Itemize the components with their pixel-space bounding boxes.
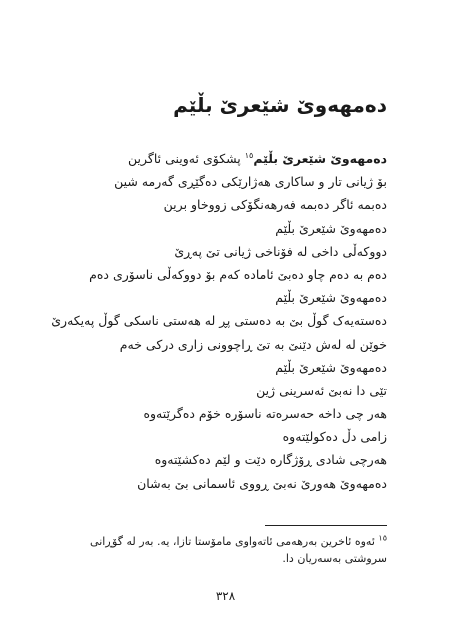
- poem-line: بۆ ژیانی تار و ساکاری هەژارێکی دەگێڕی گەرمە شین: [114, 174, 387, 190]
- poem-line: دەم بە دەم چاو دەبێ ئامادە کەم بۆ دووکەڵی ناسۆری دەم: [89, 266, 387, 282]
- poem-line: دەمهەوێ هەورێ نەبێ ڕووی ئاسمانی بێ بەشان: [137, 475, 387, 491]
- footnote-divider: [265, 525, 387, 526]
- footnote-marker: ١٥: [378, 533, 387, 543]
- poem-line: دەمهەوێ شێعرێ بڵێم: [275, 290, 387, 306]
- poem-line: هەر چی داخە حەسرەتە ناسۆرە خۆم دەگرێتەوە: [143, 406, 387, 422]
- poem-line: زامی دڵ دەکولێتەوە: [282, 429, 387, 445]
- poem-line: دەستەیەک گوڵ بێ بە دەستی پڕ لە هەستی ناسکی گوڵ پەیکەرێ: [51, 313, 387, 329]
- page-title: دەمهەوێ شێعرێ بڵێم: [173, 93, 387, 117]
- poem-line: تێی دا نەبێ ئەسرینی ژین: [256, 382, 387, 398]
- poem-line-text: پشکۆی ئەوینی ئاگرین: [127, 151, 241, 166]
- poem-line: هەرچی شادی ڕۆژگارە دێت و لێم دەکشێتەوە: [154, 452, 387, 468]
- poem-line: دەمهەوێ شێعرێ بڵێم: [275, 359, 387, 375]
- footnote-reference-marker: ١٥: [244, 150, 254, 160]
- poem-body: [47, 147, 387, 495]
- poem-line: دووکەڵی داخی لە فۆناخی ژیانی تێ پەڕێ: [174, 243, 387, 259]
- page-number: ٣٢٨: [215, 589, 236, 603]
- poem-line: دەمهەوێ شێعرێ بڵێم: [275, 220, 387, 236]
- poem-title-reference: دەمهەوێ شێعرێ بڵێم: [253, 151, 387, 166]
- poem-line: [47, 147, 387, 170]
- footnote: [51, 533, 387, 567]
- footnote-text: ئەوە ئاخرین بەرهەمی ئاتەواوی مامۆستا تازا، یە. بەر لە گۆڕانی سروشتی بەسەریان دا.: [90, 535, 387, 565]
- poem-line: خوێن لە لەش دێنێ بە تێ ڕاچوونی زاری درکی خەم: [119, 336, 387, 352]
- poem-line: دەبمە ئاگر دەبمە فەرهەنگۆکی زووخاو برین: [163, 197, 387, 213]
